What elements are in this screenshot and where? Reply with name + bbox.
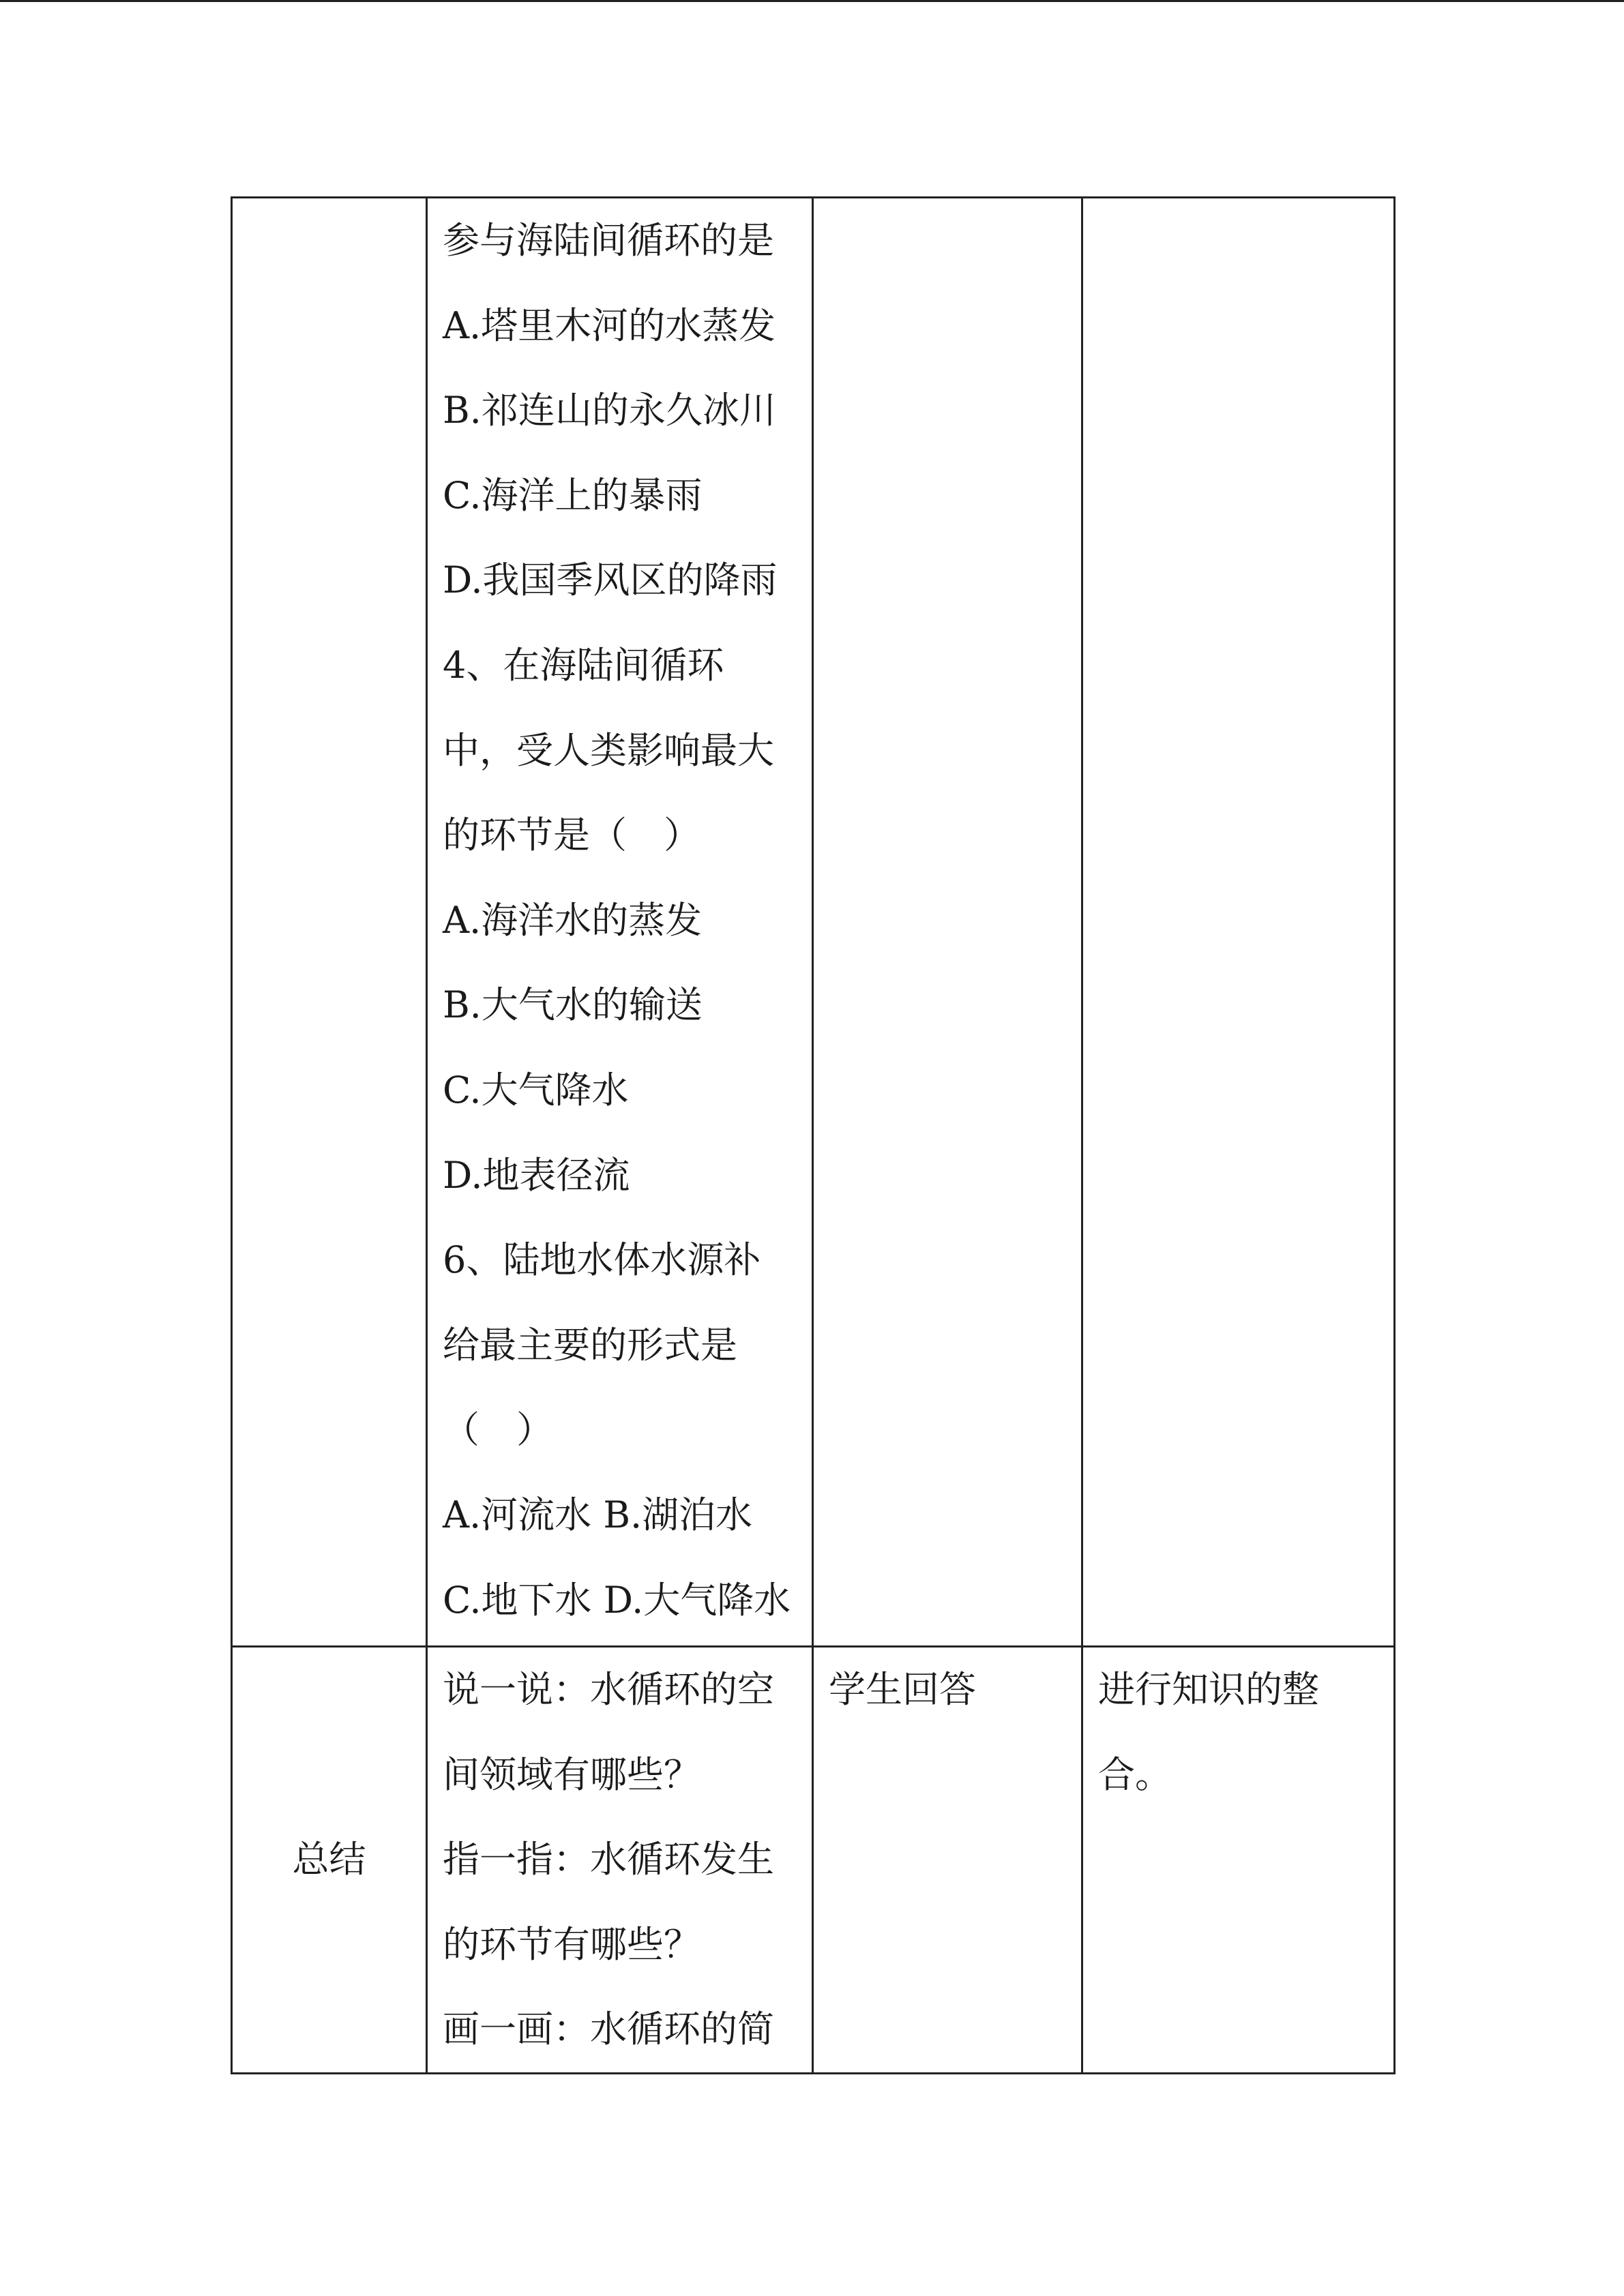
teacher-activity-text [443, 198, 812, 1643]
design-intent-cell [1082, 1647, 1395, 2074]
text-line: 画一画：水循环的简 [443, 2008, 774, 2051]
design-intent-text [1098, 1648, 1393, 1817]
text-line: B.大气水的输送 [443, 983, 703, 1027]
stage-cell [232, 1647, 427, 2074]
text-line: 指一指：水循环发生 [443, 1838, 774, 1881]
text-line: D.地表径流 [443, 1153, 630, 1197]
teacher-activity-cell [427, 1647, 813, 2074]
text-line: D.我国季风区的降雨 [443, 558, 778, 602]
text-line: C.地下水 D.大气降水 [443, 1578, 791, 1622]
text-line: 合。 [1098, 1753, 1172, 1796]
text-line: （ ） [443, 1408, 553, 1452]
text-line: B.祁连山的永久冰川 [443, 389, 776, 432]
text-line: 参与海陆间循环的是 [443, 219, 774, 262]
text-line: A.塔里木河的水蒸发 [443, 303, 776, 347]
text-line: C.大气降水 [443, 1068, 629, 1112]
text-line: 的环节是（ ） [443, 814, 700, 857]
page-top-border [0, 0, 1624, 2]
stage-cell [232, 198, 427, 1647]
student-activity-text [829, 1648, 1081, 1733]
text-line: 的环节有哪些？ [443, 1922, 700, 1966]
lesson-plan-table [231, 196, 1396, 2074]
stage-label: 总结 [292, 1838, 366, 1881]
text-line: 中，受人类影响最大 [443, 728, 774, 772]
text-line: A.海洋水的蒸发 [443, 898, 703, 942]
text-line: 4、在海陆间循环 [443, 643, 724, 687]
student-activity-cell [813, 1647, 1082, 2074]
text-line: C.海洋上的暴雨 [443, 473, 703, 517]
text-line: 进行知识的整 [1098, 1668, 1319, 1711]
text-line: 学生回答 [829, 1668, 976, 1711]
text-line: 给最主要的形式是 [443, 1323, 737, 1367]
text-line: 间领域有哪些？ [443, 1753, 700, 1796]
teacher-activity-cell [427, 198, 813, 1647]
text-line: 6、陆地水体水源补 [443, 1238, 761, 1282]
table-row [232, 1647, 1395, 2074]
text-line: A.河流水 B.湖泊水 [443, 1493, 753, 1536]
design-intent-cell [1082, 198, 1395, 1647]
student-activity-cell [813, 198, 1082, 1647]
teacher-activity-text [443, 1648, 812, 2072]
text-line: 说一说：水循环的空 [443, 1668, 774, 1711]
table-row [232, 198, 1395, 1647]
